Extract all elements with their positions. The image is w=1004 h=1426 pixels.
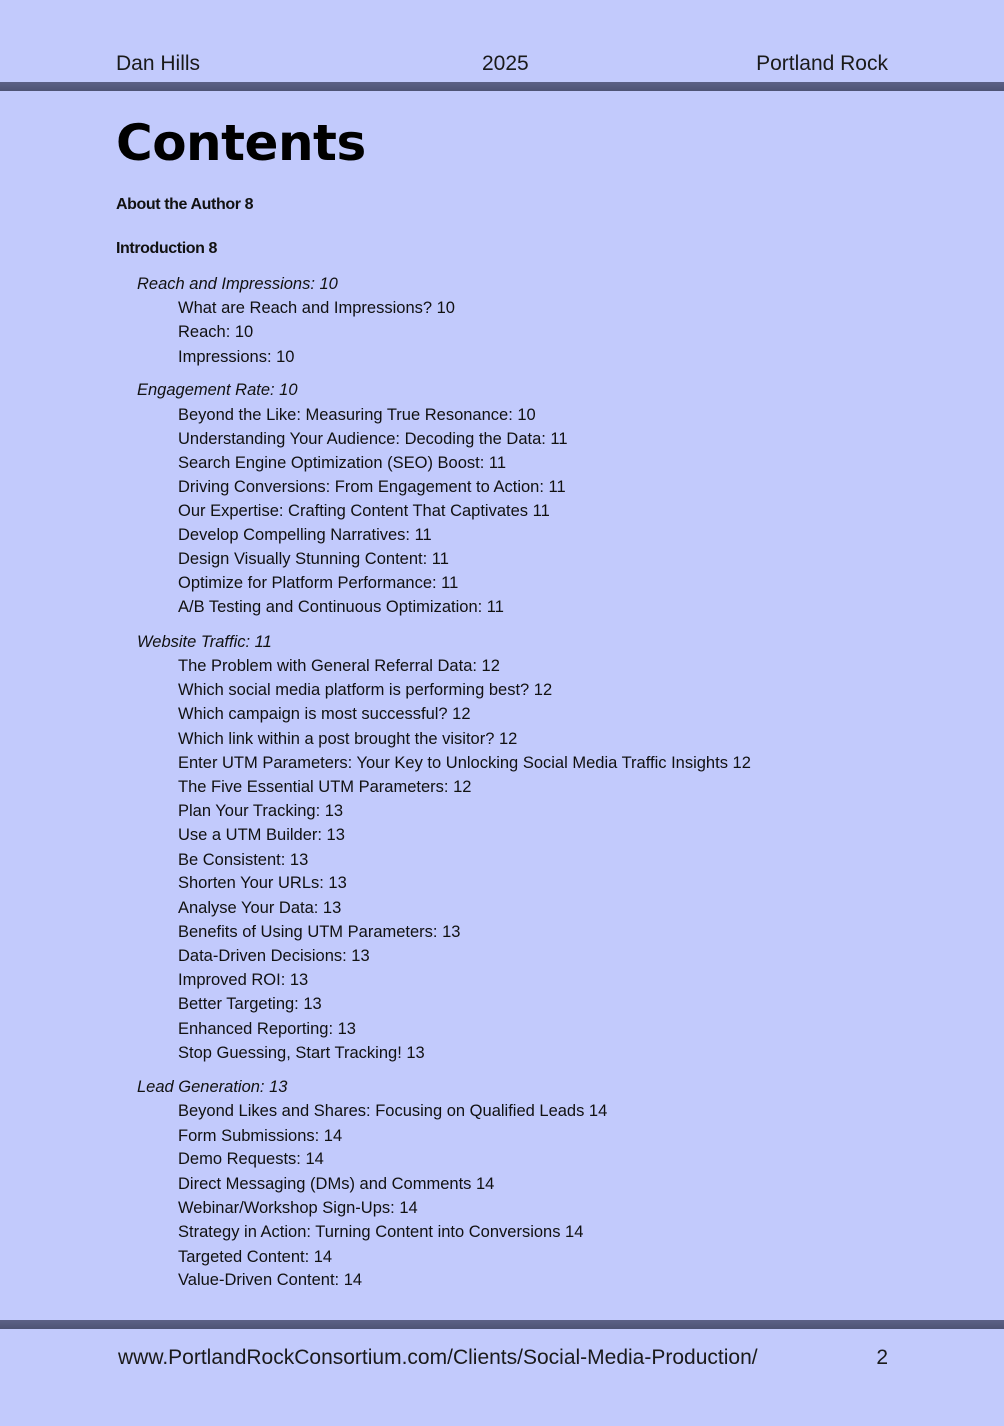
header-divider [0, 82, 1004, 91]
toc-subsection[interactable]: Direct Messaging (DMs) and Comments 14 [178, 1175, 495, 1193]
toc-subsection[interactable]: Which social media platform is performing best? 12 [178, 681, 553, 699]
toc-subsection[interactable]: The Five Essential UTM Parameters: 12 [178, 778, 472, 796]
toc-chapter[interactable]: Introduction 8 [116, 240, 218, 257]
page-number: 2 [876, 1346, 888, 1369]
toc-subsection[interactable]: Our Expertise: Crafting Content That Captivates 11 [178, 502, 550, 520]
toc-subsection[interactable]: Design Visually Stunning Content: 11 [178, 550, 449, 568]
toc-subsection[interactable]: Form Submissions: 14 [178, 1127, 343, 1145]
toc-subsection[interactable]: Shorten Your URLs: 13 [178, 874, 347, 892]
toc-subsection[interactable]: Understanding Your Audience: Decoding the Data: 11 [178, 430, 568, 448]
toc-subsection[interactable]: Demo Requests: 14 [178, 1150, 324, 1168]
toc-subsection[interactable]: A/B Testing and Continuous Optimization: 11 [178, 598, 504, 616]
toc-subsection[interactable]: Use a UTM Builder: 13 [178, 826, 345, 844]
toc-subsection[interactable]: Stop Guessing, Start Tracking! 13 [178, 1044, 425, 1062]
toc-section[interactable]: Lead Generation: 13 [137, 1078, 288, 1096]
footer-url[interactable]: www.PortlandRockConsortium.com/Clients/Social-Media-Production/ [118, 1346, 758, 1369]
toc-chapter[interactable]: About the Author 8 [116, 196, 254, 213]
toc-subsection[interactable]: Improved ROI: 13 [178, 971, 309, 989]
toc-subsection[interactable]: Enter UTM Parameters: Your Key to Unlocking Social Media Traffic Insights 12 [178, 754, 751, 772]
toc-subsection[interactable]: Which campaign is most successful? 12 [178, 705, 471, 723]
toc-section[interactable]: Engagement Rate: 10 [137, 381, 298, 399]
toc-subsection[interactable]: Beyond the Like: Measuring True Resonance: 10 [178, 406, 536, 424]
header-author: Dan Hills [116, 52, 201, 75]
page-header [116, 52, 888, 80]
toc-subsection[interactable]: Analyse Your Data: 13 [178, 899, 342, 917]
page-title: Contents [116, 114, 366, 172]
toc-section[interactable]: Reach and Impressions: 10 [137, 275, 338, 293]
header-brand: Portland Rock [756, 52, 888, 75]
toc-subsection[interactable]: Reach: 10 [178, 323, 254, 341]
toc-subsection[interactable]: Develop Compelling Narratives: 11 [178, 526, 432, 544]
toc-subsection[interactable]: Plan Your Tracking: 13 [178, 802, 344, 820]
toc-subsection[interactable]: The Problem with General Referral Data: 12 [178, 657, 500, 675]
toc-subsection[interactable]: Webinar/Workshop Sign-Ups: 14 [178, 1199, 418, 1217]
toc-subsection[interactable]: Beyond Likes and Shares: Focusing on Qualified Leads 14 [178, 1102, 608, 1120]
toc-subsection[interactable]: Be Consistent: 13 [178, 851, 309, 869]
toc-section[interactable]: Website Traffic: 11 [137, 633, 272, 651]
toc-subsection[interactable]: Value-Driven Content: 14 [178, 1271, 363, 1289]
toc-subsection[interactable]: Data-Driven Decisions: 13 [178, 947, 370, 965]
toc-subsection[interactable]: Search Engine Optimization (SEO) Boost: 11 [178, 454, 507, 472]
header-year: 2025 [482, 52, 529, 75]
toc-subsection[interactable]: What are Reach and Impressions? 10 [178, 299, 455, 317]
toc-subsection[interactable]: Optimize for Platform Performance: 11 [178, 574, 459, 592]
toc-subsection[interactable]: Enhanced Reporting: 13 [178, 1020, 356, 1038]
toc-subsection[interactable]: Which link within a post brought the visitor? 12 [178, 730, 518, 748]
toc-subsection[interactable]: Better Targeting: 13 [178, 995, 322, 1013]
toc-subsection[interactable]: Driving Conversions: From Engagement to Action: 11 [178, 478, 566, 496]
toc-subsection[interactable]: Strategy in Action: Turning Content into Conversions 14 [178, 1223, 584, 1241]
toc-subsection[interactable]: Impressions: 10 [178, 348, 295, 366]
toc-subsection[interactable]: Benefits of Using UTM Parameters: 13 [178, 923, 461, 941]
footer-divider [0, 1320, 1004, 1329]
toc-subsection[interactable]: Targeted Content: 14 [178, 1248, 333, 1266]
